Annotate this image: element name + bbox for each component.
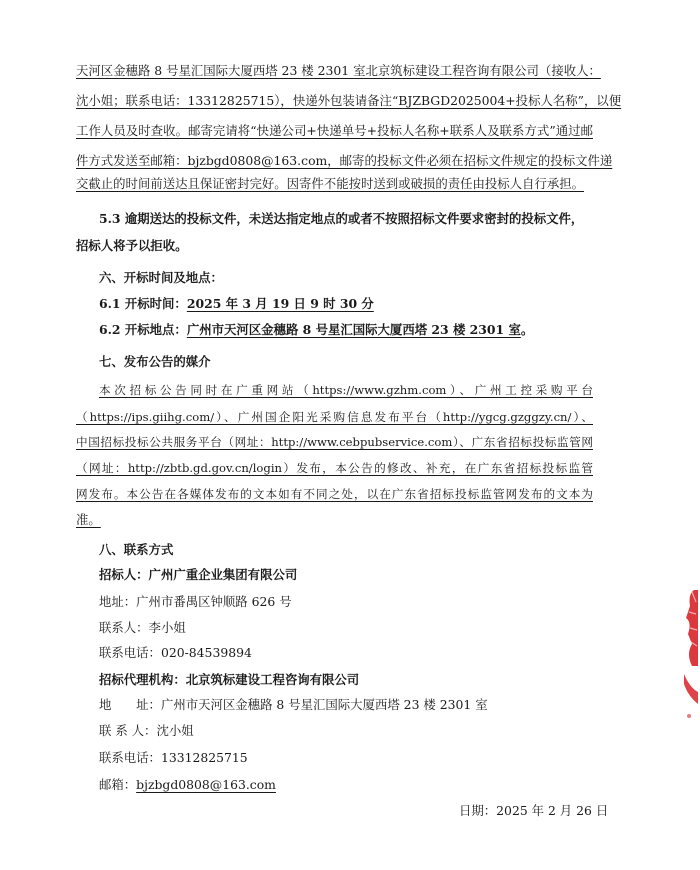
media-paragraph-line: （网址：http://zbtb.gd.gov.cn/login）发布，本公告的修改、补充，在广东省招标投标监管 [76,461,593,475]
paragraph-line: 交截止的时间前送达且保证密封完好。因寄件不能按时送到或破损的责任由投标人自行承担。 [76,176,585,191]
seal-stamp-fragment [680,584,700,724]
bid-opening-place-value: 广州市天河区金穗路 8 号星汇国际大厦西塔 23 楼 2301 室 [186,322,521,337]
tenderer-contact: 联系人：李小姐 [99,620,186,635]
clause-5-3-cont: 招标人将予以拒收。 [76,238,188,253]
agent-contact: 联 系 人：沈小姐 [99,723,194,738]
agent-email-label: 邮箱： [99,777,137,792]
agent-title: 招标代理机构：北京筑标建设工程咨询有限公司 [99,672,360,687]
bid-opening-place-end: 。 [520,322,534,337]
section-heading-6: 六、开标时间及地点： [99,270,223,285]
agent-address-label: 地 址： [99,697,161,712]
clause-5-3: 5.3 逾期送达的投标文件，未送达指定地点的或者不按照招标文件要求密封的投标文件， [99,211,584,226]
paragraph-line: 沈小姐；联系电话：13312825715），快递外包装请备注“BJZBGD2025004+投标人名称”，以便 [76,93,622,108]
agent-email-link[interactable]: bjzbgd0808@163.com [136,777,276,792]
agent-address [99,697,488,713]
document-date: 日期：2025 年 2 月 26 日 [459,803,609,818]
paragraph-line: 天河区金穗路 8 号星汇国际大厦西塔 23 楼 2301 室北京筑标建设工程咨询有限公司（接收人： [76,63,601,78]
tenderer-title: 招标人：广州广重企业集团有限公司 [99,567,298,582]
agent-phone: 联系电话：13312825715 [99,750,248,765]
bid-opening-time [99,296,374,312]
section-heading-7: 七、发布公告的媒介 [99,354,211,369]
section-heading-8: 八、联系方式 [99,542,174,557]
bid-opening-time-value: 2025 年 3 月 19 日 9 时 30 分 [186,296,374,311]
media-paragraph-line: 准。 [76,512,101,527]
bid-opening-time-label: 6.1 开标时间： [99,296,187,311]
media-paragraph-line: 中国招标投标公共服务平台（网址：http://www.cebpubservice.com）、广东省招标投标监管网 [76,435,593,449]
bid-opening-place [99,322,533,338]
tenderer-phone: 联系电话：020-84539894 [99,645,252,660]
media-paragraph-line: 本次招标公告同时在广重网站（https://www.gzhm.com）、广州工控采购平台 [99,383,593,397]
bid-opening-place-label: 6.2 开标地点： [99,322,187,337]
media-paragraph-line: 网发布。本公告在各媒体发布的文本如有不同之处，以在广东省招标投标监管网发布的文本为 [76,487,593,501]
agent-email [99,777,276,793]
media-paragraph-line: （https://ips.giihg.com/）、广州国企阳光采购信息发布平台（http://ygcg.gzggzy.cn/）、 [76,410,593,424]
paragraph-line: 工作人员及时查收。邮寄完请将“快递公司+快递单号+投标人名称+联系人及联系方式”通过邮 [76,123,593,138]
tenderer-address: 地址：广州市番禺区钟顺路 626 号 [99,594,292,609]
paragraph-line: 件方式发送至邮箱：bjzbgd0808@163.com，邮寄的投标文件必须在招标文件规定的投标文件递 [76,153,613,168]
agent-address-value: 广州市天河区金穗路 8 号星汇国际大厦西塔 23 楼 2301 室 [160,697,488,712]
